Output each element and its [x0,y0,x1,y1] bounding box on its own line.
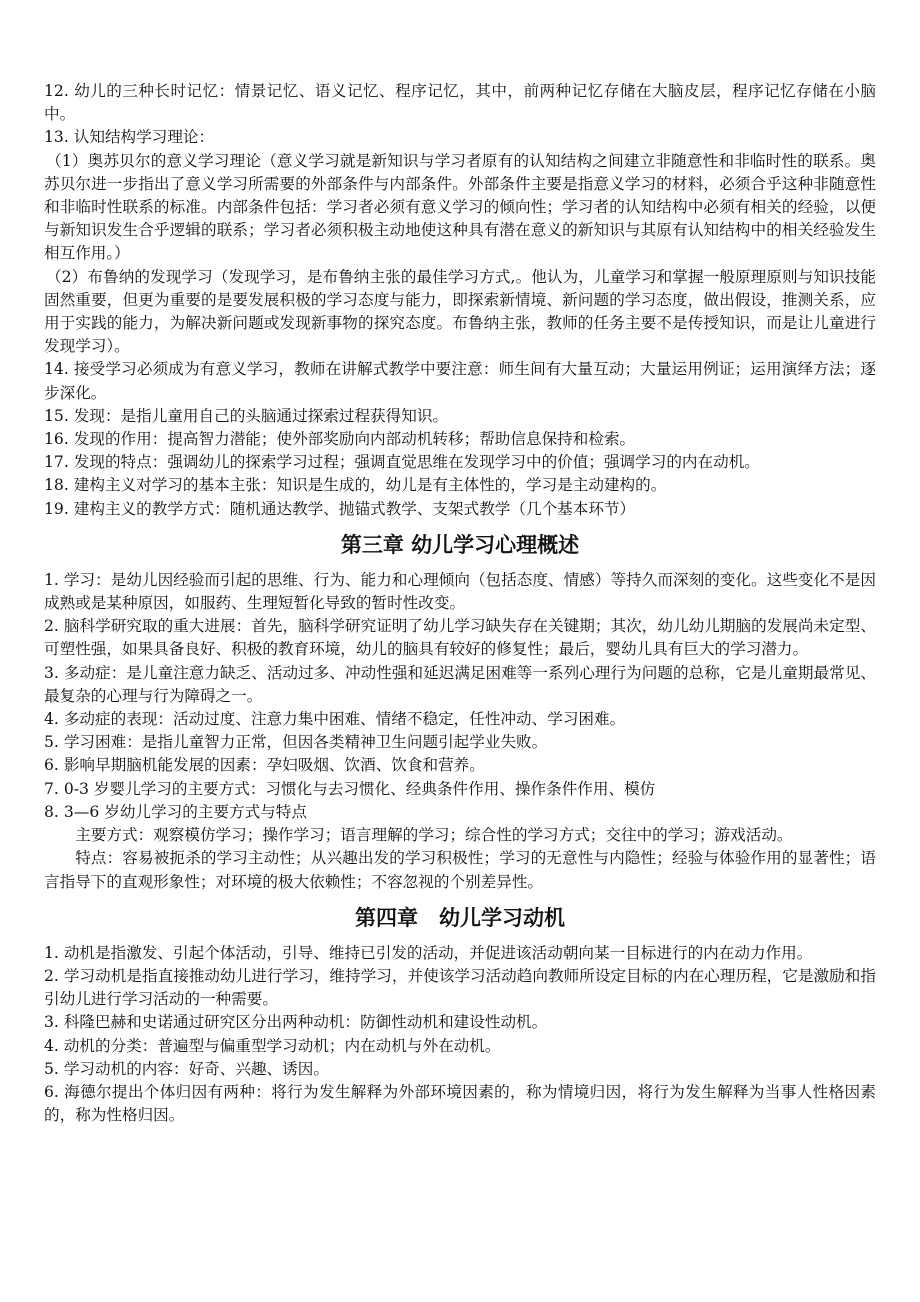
ch3-item-5-learning-difficulty: 5. 学习困难：是指儿童智力正常，但因各类精神卫生问题引起学业失败。 [44,733,548,752]
section-chapter-3 [44,569,876,894]
ch4-item-1-motivation: 1. 动机是指激发、引起个体活动，引导、维持已引发的活动，并促进该活动朝向某一目标进行的内在动力作用。 [44,943,813,962]
item-18-constructivism-views: 18. 建构主义对学习的基本主张：知识是生成的，幼儿是有主体性的，学习是主动建构的。 [44,476,667,495]
item-19-constructivism-teaching: 19. 建构主义的教学方式：随机通达教学、抛锚式教学、支架式教学（几个基本环节） [44,499,636,518]
ch4-item-4-classification: 4. 动机的分类：普遍型与偏重型学习动机；内在动机与外在动机。 [44,1036,501,1055]
chapter-3-title: 第三章 幼儿学习心理概述 [340,532,580,557]
item-15-discovery: 15. 发现：是指儿童用自己的头脑通过探索过程获得知识。 [44,406,449,425]
item-13-cognitive-structure: 13. 认知结构学习理论： [44,128,215,147]
item-13-1-ausubel: （1）奥苏贝尔的意义学习理论（意义学习就是新知识与学习者原有的认知结构之间建立非随意性和非临时性的联系。奥苏贝尔进一步指出了意义学习所需要的外部条件与内部条件。外部条件主要是指意义学习的材料，必须合乎这种非随意性和非临时性联系的标准。内部条件包括：学习者必须有意义学习的倾向性；学习者的认知结构中必须有相关的经验，以便与新知识发生合乎逻辑的联系；学习者必须积极主动地使这种具有潜在意义的新知识与其原有认知结构中的相关经验发生相互作用。） [44,151,876,263]
ch3-item-8-preschool-learning: 8. 3—6 岁幼儿学习的主要方式与特点 [44,802,307,821]
item-16-discovery-effects: 16. 发现的作用：提高智力潜能；使外部奖励向内部动机转移；帮助信息保持和检索。 [44,430,636,449]
item-13-2-bruner: （2）布鲁纳的发现学习（发现学习，是布鲁纳主张的最佳学习方式,。他认为，儿童学习和掌握一般原理原则与知识技能固然重要，但更为重要的是要发展积极的学习态度与能力，即探索新情境、新问题的学习态度，做出假设，推测关系，应用于实践的能力，为解决新问题或发现新事物的探究态度。布鲁纳主张，教师的任务主要不是传授知识，而是让儿童进行发现学习）。 [44,267,876,356]
ch4-item-3-two-motives: 3. 科隆巴赫和史诺通过研究区分出两种动机：防御性动机和建设性动机。 [44,1013,548,1032]
ch3-item-3-adhd: 3. 多动症：是儿童注意力缺乏、活动过多、冲动性强和延迟满足困难等一系列心理行为问题的总称，它是儿童期最常见、最复杂的心理与行为障碍之一。 [44,663,876,705]
ch3-item-7-infant-learning: 7. 0-3 岁婴儿学习的主要方式：习惯化与去习惯化、经典条件作用、操作条件作用、模仿 [44,779,656,798]
ch3-item-4-adhd-symptoms: 4. 多动症的表现：活动过度、注意力集中困难、情绪不稳定，任性冲动、学习困难。 [44,710,626,729]
ch4-item-5-content: 5. 学习动机的内容：好奇、兴趣、诱因。 [44,1059,329,1078]
ch3-item-2-brain-science: 2. 脑科学研究取的重大进展：首先，脑科学研究证明了幼儿学习缺失存在关键期；其次，幼儿幼儿期脑的发展尚未定型、可塑性强，如果具备良好、积极的教育环境，幼儿的脑具有较好的修复性；最后，婴幼儿具有巨大的学习潜力。 [44,617,876,659]
item-14-reception-learning: 14. 接受学习必须成为有意义学习，教师在讲解式教学中要注意：师生间有大量互动；大量运用例证；运用演绎方法；逐步深化。 [44,360,876,402]
ch3-item-8-main-ways: 主要方式：观察模仿学习；操作学习；语言理解的学习；综合性的学习方式；交往中的学习；游戏活动。 [75,826,793,845]
ch3-item-8-traits: 特点：容易被扼杀的学习主动性；从兴趣出发的学习积极性；学习的无意性与内隐性；经验与体验作用的显著性；语言指导下的直观形象性；对环境的极大依赖性；不容忽视的个别差异性。 [44,849,876,891]
section-chapter-4 [44,942,876,1128]
ch3-item-1-learning: 1. 学习：是幼儿因经验而引起的思维、行为、能力和心理倾向（包括态度、情感）等持久而深刻的变化。这些变化不是因成熟或是某种原因，如服药、生理短暂化导致的暂时性改变。 [44,570,876,613]
section-learning-theories [44,80,876,521]
ch4-item-2-learning-motivation: 2. 学习动机是指直接推动幼儿进行学习，维持学习，并使该学习活动趋向教师所设定目标的内在心理历程，它是激励和指引幼儿进行学习活动的一种需要。 [44,966,876,1009]
chapter-4-title: 第四章 幼儿学习动机 [355,905,565,930]
ch4-item-6-attribution: 6. 海德尔提出个体归因有两种：将行为发生解释为外部环境因素的，称为情境归因，将行为发生解释为当事人性格因素的，称为性格归因。 [44,1082,876,1125]
ch3-item-6-brain-factors: 6. 影响早期脑机能发展的因素：孕妇吸烟、饮酒、饮食和营养。 [44,756,485,775]
item-12-long-term-memory: 12. 幼儿的三种长时记忆：情景记忆、语义记忆、程序记忆，其中，前两种记忆存储在大脑皮层，程序记忆存储在小脑中。 [44,82,876,124]
item-17-discovery-traits: 17. 发现的特点：强调幼儿的探索学习过程；强调直觉思维在发现学习中的价值；强调学习的内在动机。 [44,453,760,472]
